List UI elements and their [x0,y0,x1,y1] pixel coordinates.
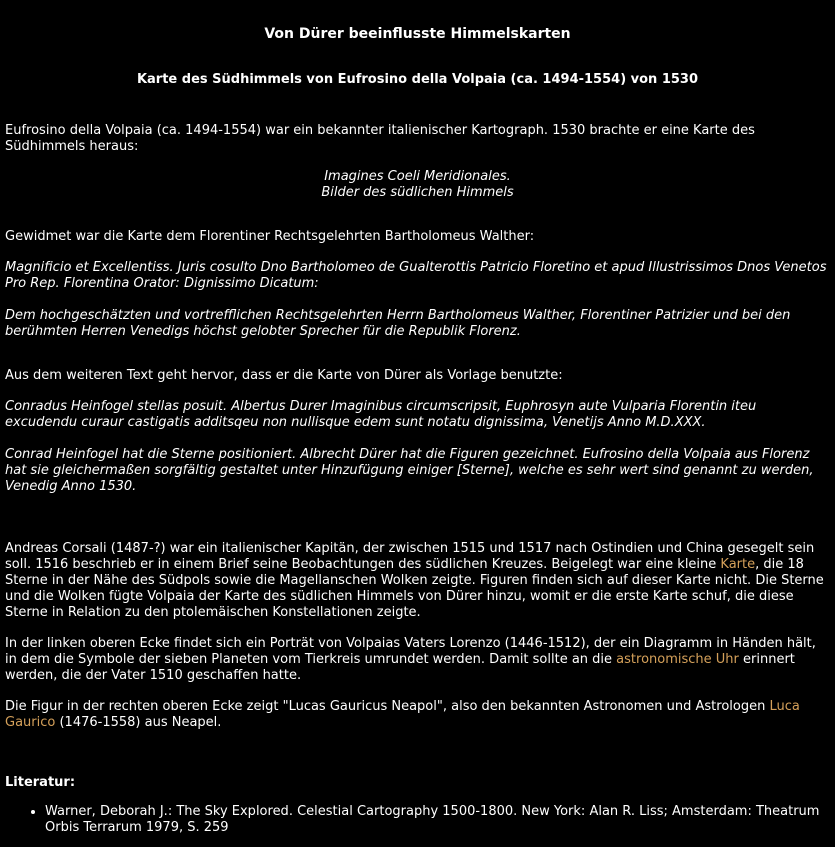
gauricus-text-2: (1476-1558) aus Neapel. [55,715,222,730]
karte-link[interactable]: Karte [720,557,756,572]
lorenzo-paragraph [5,636,830,684]
quote-latin-title: Imagines Coeli Meridionales. [324,169,511,184]
page-subtitle: Karte des Südhimmels von Eufrosino della Volpaia (ca. 1494-1554) von 1530 [136,72,699,87]
gauricus-text-1: Die Figur in der rechten oberen Ecke zeigt "Lucas Gauricus Neapol", also den bekannten Astronomen und Astrologen [5,699,770,714]
dedication-intro: Gewidmet war die Karte dem Florentiner Rechtsgelehrten Bartholomeus Walther: [5,229,535,244]
corsali-paragraph [5,541,830,621]
page-title: Von Dürer beeinflusste Himmelskarten [264,26,571,42]
luca-gaurico-link[interactable]: Luca Gaurico [5,699,800,730]
astronomische-uhr-link[interactable]: astronomische Uhr [616,652,739,667]
durer-german: Conrad Heinfogel hat die Sterne positioniert. Albrecht Dürer hat die Figuren gezeichnet. Eufrosino della Volpaia aus Florenz hat sie gleichermaßen sorgfältig gestaltet unter Hinzufügung einiger [Sterne], welche es sehr wert sind genannt zu werden, Venedig Anno 1530. [5,447,814,494]
literature-item: • Warner, Deborah J.: The Sky Explored. Celestial Cartography 1500-1800. New York: Alan R. Liss; Amsterdam: Theatrum Orbis Terrarum 1979, S. 259 [45,804,830,836]
dedication-latin: Magnificio et Excellentiss. Juris cosulto Dno Bartholomeo de Gualterottis Patricio Floretino et apud Illustrissimos Dnos Venetos Pro Rep. Florentina Orator: Dignissimo Dicatum: [5,260,827,291]
durer-intro: Aus dem weiteren Text geht hervor, dass er die Karte von Dürer als Vorlage benutzte: [5,368,563,383]
intro-paragraph: Eufrosino della Volpaia (ca. 1494-1554) war ein bekannter italienischer Kartograph. 1530 brachte er eine Karte des Südhimmels heraus: [5,123,755,154]
gauricus-paragraph [5,699,830,731]
quote-german-title: Bilder des südlichen Himmels [321,185,514,200]
dedication-german: Dem hochgeschätzten und vortrefflichen Rechtsgelehrten Herrn Bartholomeus Walther, Florentiner Patrizier und bei den berühmten Herren Venedigs höchst gelobter Sprecher für die Republik Florenz. [5,308,791,339]
corsali-text-2: , die 18 Sterne in der Nähe des Südpols sowie die Magellanschen Wolken zeigte. Figuren finden sich auf dieser Karte nicht. Die Sterne und die Wolken fügte Volpaia der Karte des südlichen Himmels von Dürer hinzu, womit er die erste Karte schuf, die diese Sterne in Relation zu den ptolemäischen Konstellationen zeigte. [5,557,824,620]
literature-list [5,804,830,836]
literature-heading: Literatur: [5,775,76,790]
corsali-text-1: Andreas Corsali (1487-?) war ein italienischer Kapitän, der zwischen 1515 und 1517 nach Ostindien und China gesegelt sein soll. 1516 beschrieb er in einem Brief seine Beobachtungen des südlichen Kreuzes. Beigelegt war eine kleine [5,541,815,572]
lorenzo-text-1: In der linken oberen Ecke findet sich ein Porträt von Volpaias Vaters Lorenzo (1446-1512), der ein Diagramm in Händen hält, in dem die Symbole der sieben Planeten vom Tierkreis umrundet werden. Damit sollte an die [5,636,816,667]
lorenzo-text-2: erinnert werden, die der Vater 1510 geschaffen hatte. [5,652,795,683]
durer-latin: Conradus Heinfogel stellas posuit. Albertus Durer Imaginibus circumscripsit, Euphrosyn aute Vulparia Florentin iteu excudendu curaur castigatis additsqeu non nullisque edem sunt notatu dignissima, Venetijs Anno M.D.XXX. [5,399,757,430]
